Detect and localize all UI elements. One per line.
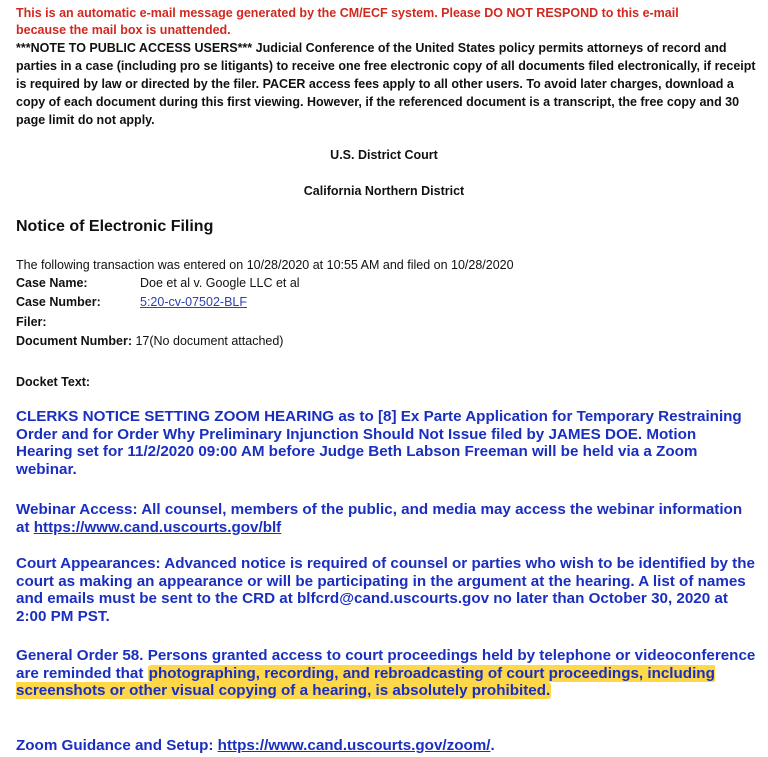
case-name-value: Doe et al v. Google LLC et al: [140, 276, 300, 290]
filer-label: Filer:: [16, 315, 47, 329]
auto-message-warning: [16, 5, 756, 39]
notice-title: Notice of Electronic Filing: [16, 218, 214, 235]
case-number-row: [16, 295, 248, 309]
docket-paragraph-zoom-guidance: [16, 737, 756, 755]
warning-line-1: This is an automatic e-mail message generated by the CM/ECF system. Please DO NOT RESPOND to this e-mail: [16, 6, 679, 20]
docket-paragraph-webinar: [16, 501, 756, 536]
document-number-value: 17(No document attached): [135, 334, 284, 348]
zoom-guidance-period: .: [490, 737, 495, 754]
webinar-link[interactable]: https://www.cand.uscourts.gov/blf: [33, 518, 282, 536]
highlighted-prohibition: photographing, recording, and rebroadcasting of court proceedings, including screenshots or other visual copying of a hearing, is absolutely prohibited.: [16, 664, 715, 699]
court-name: U.S. District Court: [330, 148, 438, 162]
case-name-label: Case Name:: [16, 276, 88, 290]
case-number-link[interactable]: 5:20-cv-07502-BLF: [140, 295, 248, 309]
district-name: California Northern District: [303, 184, 465, 198]
document-number-row: [16, 334, 283, 348]
case-name-row: [16, 276, 300, 290]
filer-row: [16, 315, 47, 329]
transaction-line: The following transaction was entered on 10/28/2020 at 10:55 AM and filed on 10/28/2020: [16, 258, 514, 272]
docket-paragraph-general-order: [16, 647, 756, 700]
case-number-label: Case Number:: [16, 295, 101, 309]
zoom-guidance-text: Zoom Guidance and Setup:: [16, 737, 218, 754]
warning-line-2: because the mail box is unattended.: [16, 23, 231, 37]
public-access-note: ***NOTE TO PUBLIC ACCESS USERS*** Judicial Conference of the United States policy permits attorneys of record and parties in a case (including pro se litigants) to receive one free electronic copy of all documents filed electronically, if receipt is required by law or directed by the filer. PACER access fees apply to all other users. To avoid later charges, download a copy of each document during this first viewing. However, if the referenced document is a transcript, the free copy and 30 page limit do not apply.: [16, 41, 756, 127]
zoom-guidance-link[interactable]: https://www.cand.uscourts.gov/zoom/: [217, 737, 491, 754]
docket-text-label: Docket Text:: [16, 375, 91, 389]
docket-paragraph-appearances: Court Appearances: Advanced notice is required of counsel or parties who wish to be identified by the court as making an appearance or will be participating in the argument at the hearing. A list of names and emails must be sent to the CRD at blfcrd@cand.uscourts.gov no later than October 30, 2020 at 2:00 PM PST.: [16, 555, 755, 625]
document-number-label: Document Number:: [16, 334, 132, 348]
general-order-text: General Order 58. Persons granted access to court proceedings held by telephone or videoconference are reminded that: [16, 647, 756, 682]
docket-paragraph-hearing: CLERKS NOTICE SETTING ZOOM HEARING as to [8] Ex Parte Application for Temporary Restraining Order and for Order Why Preliminary Injunction Should Not Issue filed by JAMES DOE. Motion Hearing set for 11/2/2020 09:00 AM before Judge Beth Labson Freeman will be held via a Zoom webinar.: [16, 408, 742, 478]
webinar-text: Webinar Access: All counsel, members of the public, and media may access the webinar information at: [16, 501, 743, 536]
